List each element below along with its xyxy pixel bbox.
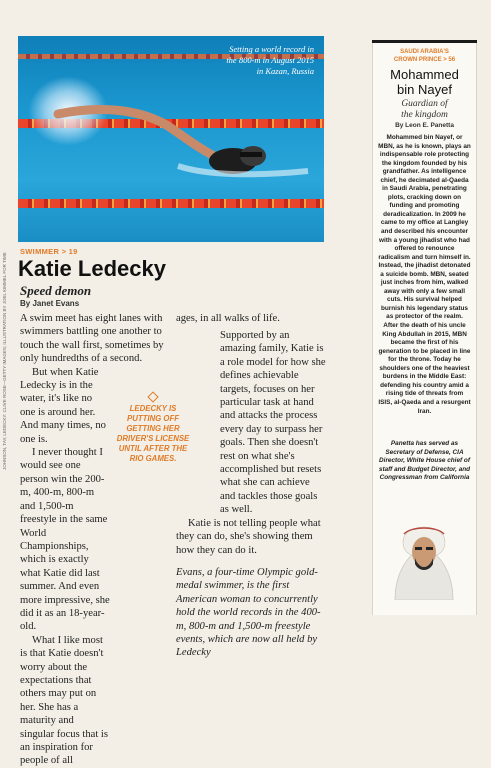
swimmer-photo <box>18 36 324 242</box>
pull-quote-text: LEDECKY IS PUTTING OFF GETTING HER DRIVER'S LICENSE UNTIL AFTER THE RIO GAMES. <box>116 404 190 463</box>
article-kicker: SWIMMER > 19 <box>20 247 78 256</box>
sidebar-subtitle <box>372 99 477 121</box>
sidebar-name <box>372 67 477 97</box>
author-note: Evans, a four-time Olympic gold-medal swimmer, is the first American woman to concurrently hold the world records in the 400-m, 800-m and 1,500-m freestyle events, which are now all held by Ledecky <box>176 566 321 659</box>
article-column-2 <box>176 313 326 660</box>
paragraph: But when Katie Ledecky is in the water, it's like no one is around her. And many times, no one is. <box>20 366 106 445</box>
article-column-1 <box>20 312 168 768</box>
sidebar-kicker <box>372 48 477 64</box>
sidebar-bio: Panetta has served as Secretary of Defense, CIA Director, White House chief of staff and Budget Director, and Congressman from California <box>378 440 471 482</box>
photo-credit: JOHNSON, TAY, LEDECKY: CLIVE ROSE—GETTY IMAGES; ILLUSTRATION BY JOEL KIMMEL FOR TIME <box>2 252 7 470</box>
article-title: Katie Ledecky <box>18 256 166 281</box>
article-byline: By Janet Evans <box>20 299 80 308</box>
paragraph: I never thought I would see one person win the 200-m, 400-m, 800-m and 1,500-m freestyle in the same World Championships, which is exactly what Katie did last summer. And even more impressive, she did it as an 18-year-old. <box>20 447 110 633</box>
sidebar-name-line: Mohammed <box>390 67 459 82</box>
caption-line: Setting a world record in <box>229 44 314 54</box>
paragraph: Katie is not telling people what they can do, she's showing them how they can do it. <box>176 517 321 556</box>
diamond-icon <box>147 391 158 402</box>
caption-line: the 800-m in August 2015 <box>226 55 314 65</box>
sidebar-kicker-line: SAUDI ARABIA'S <box>400 49 449 55</box>
sidebar-rule <box>372 40 477 43</box>
article-subtitle: Speed demon <box>20 283 92 298</box>
sidebar-byline: By Leon E. Panetta <box>395 122 454 129</box>
paragraph: Supported by an amazing family, Katie is a role model for how she defines achievable targets, focuses on her particular task at hand and attacks the process every day to surpass her goals. Then she doesn't rest on what she's accomplished but resets what she can achieve and tackles those goals as well. <box>220 330 326 516</box>
sidebar-body: Mohammed bin Nayef, or MBN, as he is known, plays an indispensable role protecting the kingdom founded by his grandfather. As intelligence chief, he decimated al-Qaeda in Saudi Arabia, penetrating plots, cracking down on funding and promoting deradicalization. In 2009 he came to my office at Langley and described his encounter with a young jihadist who had offered to renounce radicalism and turn himself in. Instead, the jihadist detonated a suicide bomb. MBN, seated just inches from him, walked away with only a few small cuts. His survival helped burnish his legendary status as protector of the realm. After the death of his uncle King Abdullah in 2015, MBN became the first of his generation to be placed in line for the throne. Today he shoulders one of the heaviest burdens in the Middle East: defending his country amid a rising tide of threats from ISIS, al-Qaeda and a resurgent Iran. <box>378 134 471 415</box>
photo-caption <box>194 44 314 77</box>
portrait-illustration <box>389 512 459 600</box>
paragraph: What I like most is that Katie doesn't worry about the expectations that others may put on her. She has a maturity and singular focus that is an inspiration for people of all <box>20 634 108 767</box>
sidebar-kicker-line: CROWN PRINCE > 56 <box>393 57 456 63</box>
sidebar-name-line: bin Nayef <box>397 82 452 97</box>
paragraph: ages, in all walks of life. <box>176 313 280 324</box>
sidebar-subtitle-line: the kingdom <box>401 110 448 120</box>
caption-line: in Kazan, Russia <box>256 66 314 76</box>
sidebar-subtitle-line: Guardian of <box>401 99 448 109</box>
paragraph: A swim meet has eight lanes with swimmers battling one another to touch the wall first, sometimes by only hundredths of a second. <box>20 313 164 365</box>
